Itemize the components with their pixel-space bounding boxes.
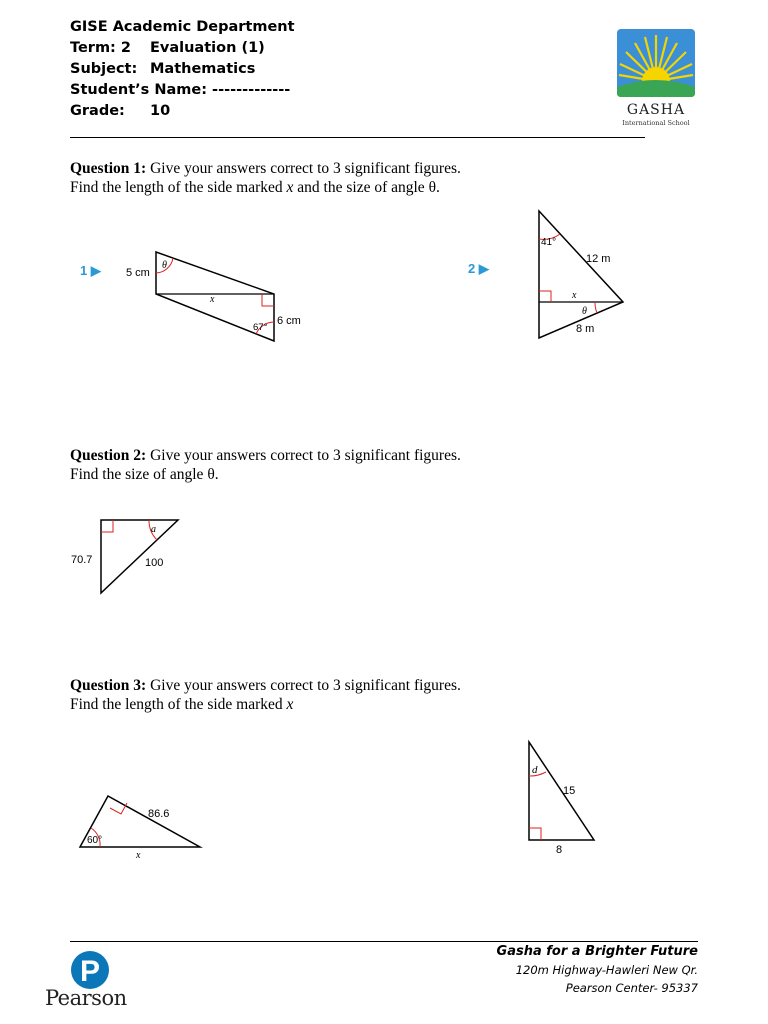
figure-5-triangle: [515, 736, 610, 858]
question-1-var: x: [286, 179, 294, 196]
question-3-label: Question 3:: [70, 677, 147, 694]
pearson-mark: P: [79, 955, 101, 988]
grade-value: 10: [150, 103, 171, 119]
figure-5-hyp-15: 15: [563, 785, 576, 797]
figure-2-hyp-12m: 12 m: [586, 253, 611, 265]
figure-1-parallelogram: [70, 240, 320, 355]
question-3-instruction: Give your answers correct to 3 significant figures.: [146, 677, 461, 694]
figure-1-side-5cm: 5 cm: [126, 267, 150, 279]
question-1-line-2: [70, 178, 461, 197]
figure-4-side-86-6: 86.6: [148, 808, 170, 820]
figure-2-number: 2 ▶: [468, 261, 489, 276]
logo-name: GASHA: [626, 102, 686, 118]
header-rule: [70, 137, 645, 138]
figure-2-angle-41: 41°: [541, 237, 557, 248]
figure-3-triangle: [65, 512, 190, 602]
question-2-line-2: Find the size of angle θ.: [70, 466, 219, 483]
question-1-line-1: [70, 159, 461, 178]
figure-4-x: x: [136, 850, 141, 861]
question-1-task-b: and the size of angle θ.: [293, 179, 440, 196]
term-label: Term: 2: [70, 40, 131, 56]
subject-label: Subject:: [70, 61, 138, 77]
figure-4-angle-60: 60°: [87, 835, 103, 846]
question-3-line-2: [70, 695, 461, 714]
subject-value: Mathematics: [150, 61, 256, 77]
term-line: [70, 38, 295, 59]
footer-slogan: Gasha for a Brighter Future: [496, 944, 698, 959]
figure-1-side-6cm: 6 cm: [277, 315, 301, 327]
logo-subtitle: International School: [622, 119, 690, 127]
student-name-line: Student’s Name: -------------: [70, 82, 291, 98]
question-2-instruction: Give your answers correct to 3 significant figures.: [146, 447, 461, 464]
question-1-task-a: Find the length of the side marked: [70, 179, 287, 196]
subject-line: [70, 59, 295, 80]
figure-1-number: 1 ▶: [80, 263, 101, 278]
figure-1-x: x: [210, 294, 215, 305]
figure-2-base-8m: 8 m: [576, 323, 595, 335]
department-line: GISE Academic Department: [70, 19, 295, 35]
question-1-label: Question 1:: [70, 160, 147, 177]
term-value: Evaluation (1): [150, 40, 265, 56]
header-block: [70, 17, 295, 122]
figure-5-d: d: [532, 764, 538, 776]
figure-2-theta: θ: [582, 306, 587, 317]
question-1-instruction: Give your answers correct to 3 significant figures.: [146, 160, 461, 177]
grade-label: Grade:: [70, 103, 125, 119]
figure-1-theta: θ: [162, 260, 167, 271]
footer-center: Pearson Center- 95337: [565, 981, 698, 995]
question-3-var: x: [286, 696, 294, 713]
figure-3-side-70-7: 70.7: [71, 554, 93, 566]
pearson-logo-icon: [70, 950, 110, 990]
question-2-text: [70, 446, 461, 484]
pearson-wordmark: Pearson: [45, 986, 127, 1010]
question-2-line-1: [70, 446, 461, 465]
question-1-text: [70, 159, 461, 197]
question-3-line-1: [70, 676, 461, 695]
figure-2-triangles: [460, 205, 635, 345]
figure-2-x: x: [572, 290, 577, 301]
figure-3-alpha: a: [151, 524, 156, 535]
footer-rule: [70, 941, 698, 942]
figure-5-base-8: 8: [556, 844, 563, 856]
question-3-text: [70, 676, 461, 714]
question-2-label: Question 2:: [70, 447, 147, 464]
figure-1-angle-67: 67°: [253, 322, 268, 333]
figure-3-hyp-100: 100: [145, 557, 164, 569]
footer-address: 120m Highway-Hawleri New Qr.: [515, 963, 698, 977]
figure-4-triangle: [72, 790, 212, 865]
grade-line: [70, 101, 295, 122]
question-3-task: Find the length of the side marked: [70, 696, 287, 713]
